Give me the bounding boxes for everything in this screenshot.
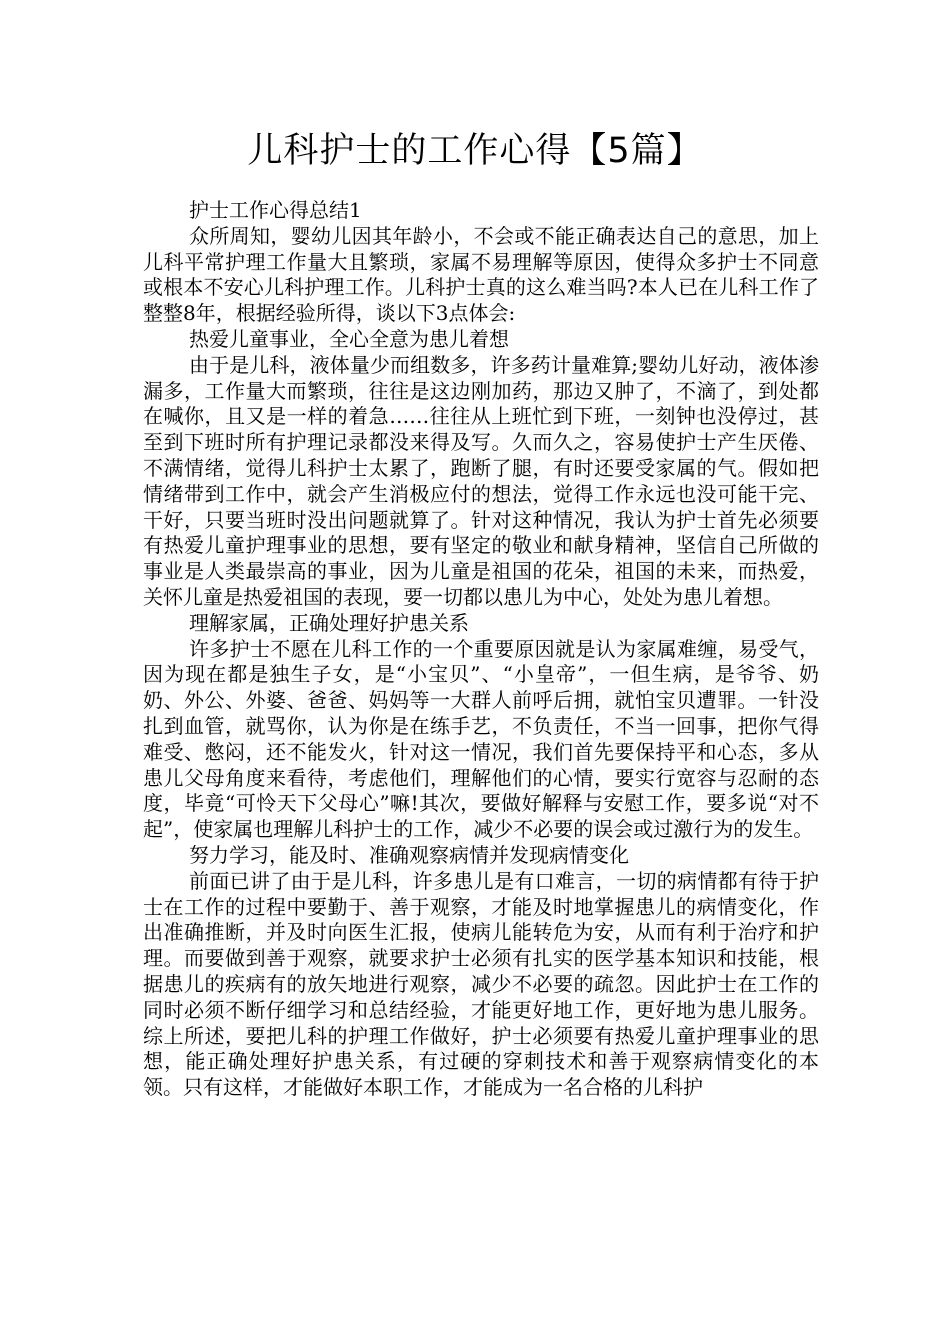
section-heading-summary: 护士工作心得总结1	[189, 198, 362, 222]
paragraph-study-observe: 前面已讲了由于是儿科，许多患儿是有口难言，一切的病情都有待于护士在工作的过程中要勤于、善于观察，才能及时地掌握患儿的病情变化，作出准确推断，并及时向医生汇报，使病儿能转危为安，从而有利于治疗和护理。而要做到善于观察，就要求护士必须有扎实的医学基本知识和技能，根据患儿的疾病有的放矢地进行观察，减少不必要的疏忽。因此护士在工作的同时必须不断仔细学习和总结经验，才能更好地工作，更好地为患儿服务。综上所述，要把儿科的护理工作做好，护士必须要有热爱儿童护理事业的思想，能正确处理好护患关系，有过硬的穿刺技术和善于观察病情变化的本领。只有这样，才能做好本职工作，才能成为一名合格的儿科护	[143, 868, 819, 1100]
document-body	[143, 198, 819, 1101]
section-heading-understand-families: 理解家属，正确处理好护患关系	[189, 610, 469, 635]
paragraph-understand-families: 许多护士不愿在儿科工作的一个重要原因就是认为家属难缠，易受气，因为现在都是独生子女，是“小宝贝”、“小皇帝”，一但生病，是爷爷、奶奶、外公、外婆、爸爸、妈妈等一大群人前呼后拥，就怕宝贝遭罪。一针没扎到血管，就骂你，认为你是在练手艺，不负责任，不当一回事，把你气得难受、憋闷，还不能发火，针对这一情况，我们首先要保持平和心态，多从患儿父母角度来看待，考虑他们，理解他们的心情，要实行宽容与忍耐的态度，毕竟“可怜天下父母心”嘛!其次，要做好解释与安慰工作，要多说“对不起”，使家属也理解儿科护士的工作，减少不必要的误会或过激行为的发生。	[143, 636, 819, 842]
section-heading-study-observe: 努力学习，能及时、准确观察病情并发现病情变化	[189, 842, 629, 867]
document-title: 儿科护士的工作心得【5篇】	[247, 131, 703, 171]
intro-paragraph: 众所周知，婴幼儿因其年龄小，不会或不能正确表达自己的意思，加上儿科平常护理工作量大且繁琐，家属不易理解等原因，使得众多护士不同意或根本不安心儿科护理工作。儿科护士真的这么难当吗?本人已在儿科工作了整整8年，根据经验所得，谈以下3点体会:	[143, 223, 819, 326]
paragraph-love-children: 由于是儿科，液体量少而组数多，许多药计量难算;婴幼儿好动，液体渗漏多，工作量大而繁琐，往往是这边刚加药，那边又肿了，不滴了，到处都在喊你，且又是一样的着急……往往从上班忙到下班，一刻钟也没停过，甚至到下班时所有护理记录都没来得及写。久而久之，容易使护士产生厌倦、不满情绪，觉得儿科护士太累了，跑断了腿，有时还要受家属的气。假如把情绪带到工作中，就会产生消极应付的想法，觉得工作永远也没可能干完、干好，只要当班时没出问题就算了。针对这种情况，我认为护士首先必须要有热爱儿童护理事业的思想，要有坚定的敬业和献身精神，坚信自己所做的事业是人类最崇高的事业，因为儿童是祖国的花朵，祖国的未来，而热爱，关怀儿童是热爱祖国的表现，要一切都以患儿为中心，处处为患儿着想。	[143, 352, 819, 609]
section-heading-love-children: 热爱儿童事业，全心全意为患儿着想	[189, 326, 509, 351]
